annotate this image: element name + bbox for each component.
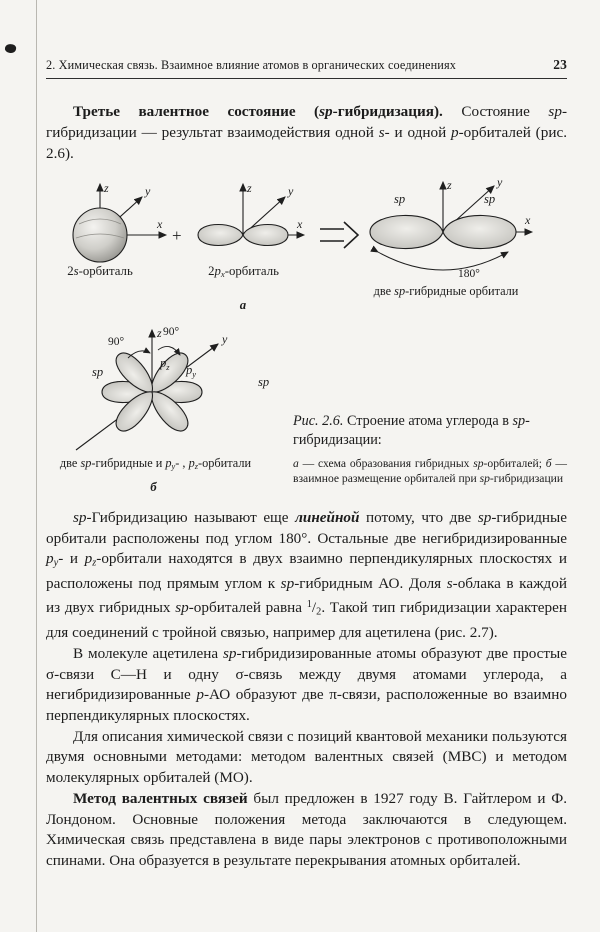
sp-label-left: sp bbox=[92, 365, 104, 379]
axis-label-y: y bbox=[145, 184, 151, 198]
py-letter: p bbox=[186, 363, 193, 377]
figure-2-6-b bbox=[46, 318, 296, 508]
sp-py-pz-diagram bbox=[76, 330, 218, 450]
sp-lobe-right bbox=[443, 215, 516, 248]
paragraph-valence-bond-method: Метод валентных связей был предложен в 1927 году В. Гайтлером и Ф. Лондоном. Основные положения метода заключаются в следующем. Химическая связь представлена в виде пары электронов с противоположными спинами. Она образуется в результате перекрывания атомных орбиталей. bbox=[46, 789, 567, 869]
axis-label-y: y bbox=[497, 175, 503, 189]
py-subscript: y bbox=[192, 369, 197, 379]
subfigure-b-label: б bbox=[150, 480, 157, 494]
p-lobe-right bbox=[243, 225, 288, 246]
sp-label-right: sp bbox=[484, 192, 496, 206]
p-lobe-left bbox=[198, 225, 243, 246]
axis-label-y: y bbox=[222, 332, 228, 346]
body-text bbox=[46, 508, 567, 872]
angle-180-label: 180° bbox=[458, 268, 480, 280]
paragraph-acetylene: В молекуле ацетилена sp-гибридизированные атомы образуют две простые σ-связи С—Н и одну σ-связь между двумя атомами углерода, а негибридизированные p-АО образуют две π-связи, расположенные во взаимно перпендикулярных плоскостях. bbox=[46, 644, 567, 725]
figure-b-drawing bbox=[46, 318, 296, 468]
s-orbital-diagram bbox=[73, 184, 166, 262]
label-2px-orbital: 2px-орбиталь bbox=[208, 264, 279, 279]
axis-label-z: z bbox=[104, 181, 109, 195]
angle-180-arc bbox=[378, 252, 508, 270]
implies-head bbox=[344, 222, 358, 248]
axis-label-x: x bbox=[525, 213, 531, 227]
label-two-sp-orbitals: две sp-гибридные орбитали bbox=[373, 284, 519, 298]
figure-caption-note: а — схема образования гибридных sp-орбиталей; б — взаимное размещение орбиталей при sp-гибридизации bbox=[293, 457, 567, 485]
sp-label-right: sp bbox=[258, 375, 270, 389]
paragraph-linear-hybridization: sp-Гибридизацию называют еще линейной потому, что две sp-гибридные орбитали расположены под углом 180°. Остальные две негибридизированные py- и pz-орбитали находятся в двух взаимно перпендикулярных плоскостях и расположены под прямым углом к sp-гибридным АО. Доля s-облака в каждой из двух гибридных sp-орбиталей равна $^1$/2. Такой тип гибридизации характерен для соединений с тройной связью, например для ацетилена (рис. 2.7). bbox=[46, 509, 568, 642]
label-2s-orbital: 2s-орбиталь bbox=[67, 264, 133, 278]
plus-sign: + bbox=[172, 226, 182, 245]
running-title: 2. Химическая связь. Взаимное влияние атомов в органических соединениях bbox=[46, 58, 456, 72]
label-sp-py-pz-orbitals: две sp-гибридные и py- , pz-орбитали bbox=[59, 456, 252, 471]
s-orbital-sphere bbox=[73, 208, 127, 262]
axis-label-z: z bbox=[447, 178, 452, 192]
paragraph-methods: Для описания химической связи с позиций квантовой механики пользуются двумя основными методами: методом валентных связей (МВС) и методом молекулярных орбиталей (МО). bbox=[46, 727, 567, 787]
axis-label-y: y bbox=[288, 184, 294, 198]
py-label bbox=[185, 363, 196, 379]
page-number: 23 bbox=[553, 57, 567, 72]
angle-90-label-left: 90° bbox=[108, 336, 125, 348]
axis-label-z: z bbox=[157, 326, 162, 340]
implies-arrow bbox=[320, 222, 358, 248]
figure-caption bbox=[293, 412, 567, 486]
sp-label-left: sp bbox=[394, 192, 406, 206]
axis-label-z: z bbox=[247, 181, 252, 195]
angle-90-label-right: 90° bbox=[163, 326, 180, 338]
pz-subscript: z bbox=[166, 362, 170, 372]
figure-caption-title: Рис. 2.6. Строение атома углерода в sp-гибридизации: bbox=[293, 413, 530, 448]
scan-edge-line bbox=[36, 0, 37, 932]
sp-lobe-left bbox=[370, 215, 443, 248]
axis-label-x: x bbox=[157, 217, 163, 231]
figure-2-6-a bbox=[46, 172, 567, 314]
axis-label-x: x bbox=[297, 217, 303, 231]
paragraph-intro: Третье валентное состояние (sp-гибридизация). Состояние sp-гибридизации — результат взаимодействия одной s- и одной p-орбиталей (рис. 2.6). bbox=[46, 103, 567, 162]
pz-letter: p bbox=[160, 356, 167, 370]
subfigure-a-label: а bbox=[239, 298, 247, 312]
page-header bbox=[46, 57, 567, 79]
scan-artifact-blob bbox=[4, 43, 17, 55]
